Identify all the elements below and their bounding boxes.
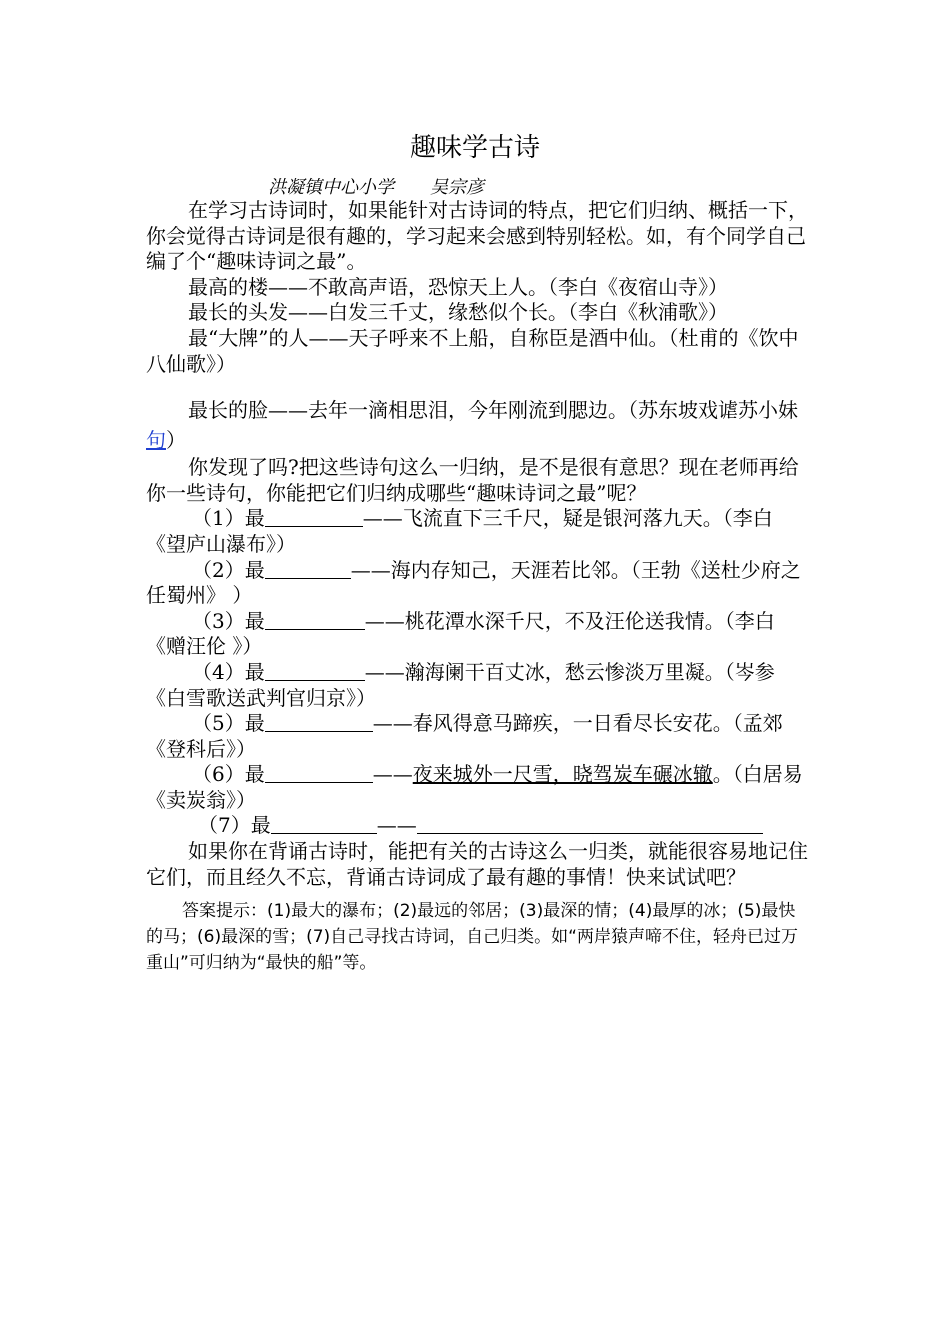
question-3-number: （3）最 xyxy=(192,608,265,633)
closing-paragraph: 如果你在背诵古诗时，能把有关的古诗这么一归类，就能很容易地记住它们，而且经久不忘，背诵古诗词成了最有趣的事情！快来试试吧？ xyxy=(146,839,808,889)
question-4-number: （4）最 xyxy=(192,659,265,684)
question-1-text: ——飞流直下三千尺，疑是银河落九天。（李白《望庐山瀑布》） xyxy=(146,506,773,556)
prompt-paragraph: 你发现了吗?把这些诗句这么一归纳，是不是很有意思？现在老师再给你一些诗句，你能把它们归纳成哪些“趣味诗词之最”呢？ xyxy=(146,455,799,505)
school-name: 洪凝镇中心小学 xyxy=(268,177,394,198)
question-3 xyxy=(146,609,808,660)
example-4-link[interactable]: 句 xyxy=(146,428,166,453)
question-2-text: ——海内存知己，天涯若比邻。（王勃《送杜少府之任蜀州》 ） xyxy=(146,557,801,608)
example-1: 最高的楼——不敢高声语，恐惊天上人。（李白《夜宿山寺》） xyxy=(188,274,728,299)
question-1 xyxy=(146,506,808,557)
question-7-number: （7）最 xyxy=(198,813,271,838)
article-body xyxy=(146,198,808,890)
question-6-verse: 夜来城外一尺雪，晓驾炭车碾冰辙 xyxy=(412,762,713,787)
question-7 xyxy=(146,813,808,839)
question-5-number: （5）最 xyxy=(192,711,265,736)
question-2 xyxy=(146,558,808,609)
question-4-blank[interactable] xyxy=(265,660,365,681)
answer-hint xyxy=(146,898,808,976)
document-title: 趣味学古诗 xyxy=(409,133,540,163)
question-6-number: （6）最 xyxy=(192,762,265,787)
question-2-number: （2）最 xyxy=(192,557,265,582)
example-2: 最长的头发——白发三千丈，缘愁似个长。（李白《秋浦歌》） xyxy=(188,300,728,325)
example-4 xyxy=(146,395,808,455)
question-6 xyxy=(146,762,808,813)
question-1-blank[interactable] xyxy=(265,506,363,527)
byline xyxy=(268,176,484,200)
question-7-verse-blank[interactable] xyxy=(417,813,763,834)
question-6-blank[interactable] xyxy=(265,762,373,783)
question-2-blank[interactable] xyxy=(265,558,351,579)
example-4-close: ） xyxy=(166,428,186,453)
question-7-dash: —— xyxy=(376,813,417,838)
question-5 xyxy=(146,711,808,762)
question-5-text: ——春风得意马蹄疾，一日看尽长安花。（孟郊《登科后》） xyxy=(146,711,783,761)
example-3: 最“大牌”的人——天子呼来不上船，自称臣是酒中仙。（杜甫的《饮中八仙歌》） xyxy=(146,325,799,376)
intro-paragraph: 在学习古诗词时，如果能针对古诗词的特点，把它们归纳、概括一下，你会觉得古诗词是很有趣的，学习起来会感到特别轻松。如，有个同学自己编了个“趣味诗词之最”。 xyxy=(146,198,808,274)
question-5-blank[interactable] xyxy=(265,711,373,732)
question-6-text: 。（白居易《卖炭翁》） xyxy=(146,762,803,812)
question-3-blank[interactable] xyxy=(265,609,365,630)
answer-hint-text: 答案提示：(1)最大的瀑布；(2)最远的邻居；(3)最深的情；(4)最厚的冰；(5)最快的马；(6)最深的雪；(7)自己寻找古诗词，自己归类。如“两岸猿声啼不住，轻舟已过万重山”可归纳为“最快的船”等。 xyxy=(146,901,798,973)
example-4-text: 最长的脸——去年一滴相思泪，今年刚流到腮边。（苏东坡戏谑苏小妹 xyxy=(188,398,798,423)
question-6-dash: —— xyxy=(372,762,413,787)
question-4 xyxy=(146,660,808,711)
question-7-blank[interactable] xyxy=(271,813,377,834)
author-name: 吴宗彦 xyxy=(430,177,484,198)
question-1-number: （1）最 xyxy=(192,506,265,531)
question-3-text: ——桃花潭水深千尺，不及汪伦送我情。（李白《赠汪伦 》） xyxy=(146,608,775,659)
question-4-text: ——瀚海阑干百丈冰，愁云惨淡万里凝。（岑参《白雪歌送武判官归京》） xyxy=(146,659,775,710)
